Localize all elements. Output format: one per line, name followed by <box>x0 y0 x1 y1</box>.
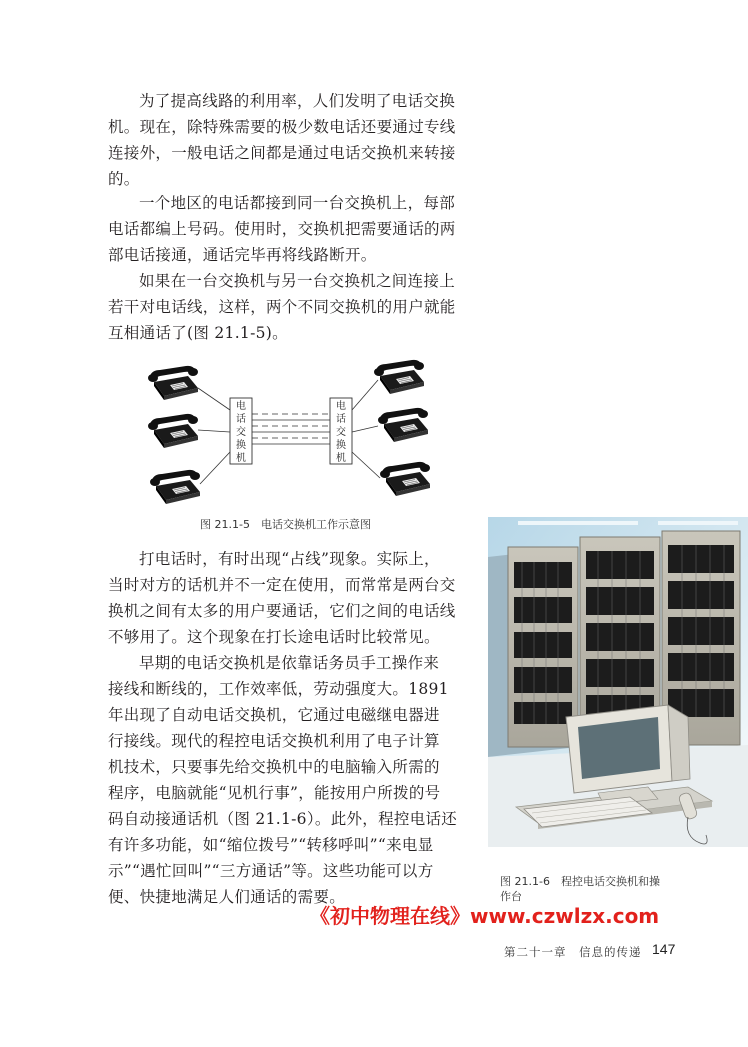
paragraph-line: 如果在一台交换机与另一台交换机之间连接上 <box>139 272 456 290</box>
watermark-text: 《初中物理在线》www.czwlzx.com <box>310 904 660 928</box>
paragraph-2 <box>108 190 478 268</box>
switch-label-char: 机 <box>336 453 346 464</box>
telephone-icon <box>378 408 428 442</box>
paragraph-line: 换机之间有太多的用户要通话，它们之间的电话线 <box>108 602 456 620</box>
paragraph-line: 行接线。现代的程控电话交换机利用了电子计算 <box>108 732 440 750</box>
switch-label-char: 电 <box>336 401 346 412</box>
switch-label-char: 电 <box>236 401 246 412</box>
switch-label-char: 交 <box>336 427 346 438</box>
switchboard-diagram <box>140 352 440 520</box>
paragraph-1 <box>108 88 478 192</box>
paragraph-line: 接线和断线的，工作效率低，劳动强度大。1891 <box>108 680 449 698</box>
paragraph-line: 连接外，一般电话之间都是通过电话交换机来转接 <box>108 144 456 162</box>
paragraph-line: 便、快捷地满足人们通话的需要。 <box>108 888 346 906</box>
paragraph-line: 早期的电话交换机是依靠话务员手工操作来 <box>139 654 440 672</box>
telephone-icon <box>150 470 200 504</box>
paragraph-line: 互相通话了(图 21.1-5)。 <box>108 324 288 342</box>
paragraph-4 <box>108 546 478 650</box>
paragraph-line: 机。现在，除特殊需要的极少数电话还要通过专线 <box>108 118 456 136</box>
switch-label-char: 机 <box>236 453 246 464</box>
switch-label-char: 换 <box>336 440 346 451</box>
paragraph-5 <box>108 650 478 910</box>
paragraph-line: 电话都编上号码。使用时，交换机把需要通话的两 <box>108 220 456 238</box>
chapter-title: 第二十一章 信息的传递 <box>504 945 642 959</box>
paragraph-line: 码自动接通话机（图 21.1-6）。此外，程控电话还 <box>108 810 458 828</box>
paragraph-line: 为了提高线路的利用率，人们发明了电话交换 <box>139 92 456 110</box>
paragraph-line: 若干对电话线，这样，两个不同交换机的用户就能 <box>108 298 456 316</box>
paragraph-line: 机技术，只要事先给交换机中的电脑输入所需的 <box>108 758 440 776</box>
paragraph-line: 不够用了。这个现象在打长途电话时比较常见。 <box>108 628 440 646</box>
switch-label-char: 交 <box>236 427 246 438</box>
telephone-icon <box>148 366 198 400</box>
telephone-icon <box>380 462 430 496</box>
switch-label-char: 话 <box>336 414 346 425</box>
exchange-photo <box>488 517 748 867</box>
caption-line: 作台 <box>500 890 522 903</box>
paragraph-line: 当时对方的话机并不一定在使用，而常常是两台交 <box>108 576 456 594</box>
paragraph-3 <box>108 268 478 346</box>
telephone-icon <box>374 360 424 394</box>
caption-line: 图 21.1-6 程控电话交换机和操 <box>500 875 660 888</box>
paragraph-line: 打电话时，有时出现“占线”现象。实际上， <box>139 550 440 568</box>
paragraph-line: 有许多功能，如“缩位拨号”“转移呼叫”“来电显 <box>108 836 434 854</box>
trunk-lines <box>252 414 330 444</box>
paragraph-line: 示”“遇忙回叫”“三方通话”等。这些功能可以方 <box>108 862 434 880</box>
paragraph-line: 程序，电脑就能“见机行事”，能按用户所拨的号 <box>108 784 441 802</box>
switch-label-char: 话 <box>236 414 246 425</box>
page-number: 147 <box>652 941 676 957</box>
paragraph-line: 部电话接通，通话完毕再将线路断开。 <box>108 246 377 264</box>
paragraph-line: 的。 <box>108 170 140 188</box>
switch-label-char: 换 <box>236 440 246 451</box>
paragraph-line: 年出现了自动电话交换机，它通过电磁继电器进 <box>108 706 440 724</box>
paragraph-line: 一个地区的电话都接到同一台交换机上，每部 <box>139 194 456 212</box>
telephone-icon <box>148 414 198 448</box>
figure-caption: 图 21.1-5 电话交换机工作示意图 <box>200 518 371 531</box>
